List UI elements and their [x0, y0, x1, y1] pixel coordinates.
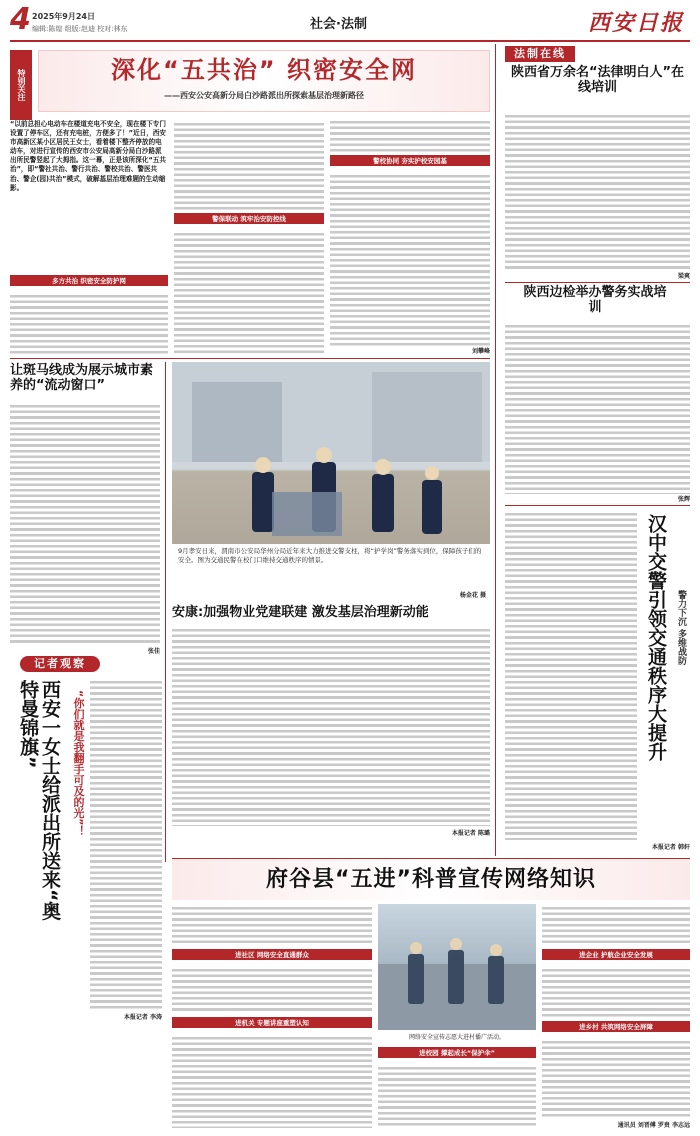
- byline: 梁爽: [677, 273, 690, 280]
- newspaper-logo: 西安日报: [587, 10, 684, 36]
- text-block: [330, 172, 490, 346]
- section-label: 进社区 网络安全直通群众: [172, 949, 372, 960]
- issue-date: 2025年9月24日: [32, 12, 95, 21]
- text-block: [172, 904, 372, 946]
- section-label: 进乡村 共筑网络安全屏障: [542, 1021, 690, 1032]
- story-headline: 西安一女士给派出所送来“奥特曼锦旗”: [17, 680, 61, 921]
- section-title: 社会·法制: [310, 17, 367, 32]
- top-banner: [38, 50, 490, 112]
- top-headline: 深化“五共治” 织密安全网: [111, 56, 417, 84]
- top-intro: “以前总担心电动车在楼道充电不安全，现在楼下专门设置了停车区，还有充电桩，方便多了！”近日，西安市高新区某小区居民王女士，看着楼下整齐停放的电动车，对进行宣传的西安市公安局高新分局白沙路派出所民警竖起了大拇指。这一幕，正是该所深化“五共治”，即“警社共治、警行共治、警校共治、警医共治、警企(园)共治”模式，破解基层治理难题的生动缩影。: [10, 120, 166, 192]
- fugu-photo: [378, 904, 536, 1030]
- page-number: 4: [10, 2, 31, 37]
- photo-illustration: [378, 904, 536, 1030]
- text-block: [172, 626, 490, 826]
- section-label: 多方共治 织密安全防护网: [10, 275, 168, 286]
- top-subhead: ——西安公安高新分局白沙路派出所探索基层治理新路径: [164, 90, 364, 100]
- section-label: 记者观察: [20, 656, 100, 672]
- photo-byline: 杨金花 摄: [459, 592, 486, 599]
- text-block: [10, 292, 168, 354]
- text-block: [505, 322, 690, 494]
- text-block: [330, 118, 490, 152]
- section-label: 警校协同 夯实护校安园基: [330, 155, 490, 166]
- section-label: 进企业 护航企业安全发展: [542, 949, 690, 960]
- byline: 本报记者 韩轩: [651, 844, 690, 851]
- text-block: [505, 112, 690, 270]
- kicker: 特别关注: [10, 50, 32, 120]
- byline: 张佳: [147, 648, 160, 655]
- story-headline: 让斑马线成为展示城市素养的“流动窗口”: [10, 363, 154, 393]
- photo-caption: 9月孝安日来，渭南市公安局华州分局近年来大力推进交警支柱，将“护学岗”警务落实到位，保障孩子们的安全。图为交通民警在校门口维持交通秩序的情景。: [172, 544, 490, 600]
- editor-credits: 编辑:陈煌 组版:赵迪 校对:林东: [32, 25, 128, 33]
- byline: 张辉: [677, 496, 690, 503]
- section-label: 警保联动 筑牢治安防控线: [174, 213, 324, 224]
- text-block: [174, 230, 324, 354]
- byline: 本报记者 陈璐: [451, 830, 490, 837]
- text-block: [505, 510, 637, 840]
- story-headline: 安康:加强物业党建联建 激发基层治理新动能: [172, 605, 429, 620]
- fugu-photo-caption: 网络安全宣传志愿大进村播广活动。: [408, 1034, 505, 1041]
- story-headline: 陕西边检举办警务实战培训: [523, 285, 667, 315]
- section-label: 进机关 专题讲座重塑认知: [172, 1017, 372, 1028]
- text-block: [378, 1064, 536, 1128]
- text-block: [542, 966, 690, 1018]
- story-quote: “你们就是我翻手可及的光”！: [72, 690, 85, 837]
- text-block: [90, 678, 162, 1010]
- text-block: [172, 966, 372, 1014]
- byline: 通讯员 刘晋傅 罗贵 李志远: [617, 1122, 690, 1129]
- fugu-banner: [172, 858, 690, 900]
- byline: 刘攀峰: [471, 348, 490, 355]
- fugu-headline: 府谷县“五进”科普宣传网络知识: [266, 867, 596, 892]
- column-label: 法制在线: [505, 46, 575, 62]
- text-block: [542, 1038, 690, 1118]
- text-block: [172, 1034, 372, 1128]
- masthead: [10, 2, 690, 42]
- text-block: [10, 402, 160, 646]
- byline: 本报记者 李涛: [123, 1014, 162, 1021]
- story-subhead: 警力下沉 多维战防: [676, 590, 686, 666]
- story-headline: 汉中交警引领交通秩序大提升: [645, 514, 667, 761]
- text-block: [174, 120, 324, 210]
- story-headline: 陕西省万余名“法律明白人”在线培训: [510, 65, 685, 95]
- section-label: 进校园 撑起成长“保护伞”: [378, 1047, 536, 1058]
- text-block: [542, 904, 690, 946]
